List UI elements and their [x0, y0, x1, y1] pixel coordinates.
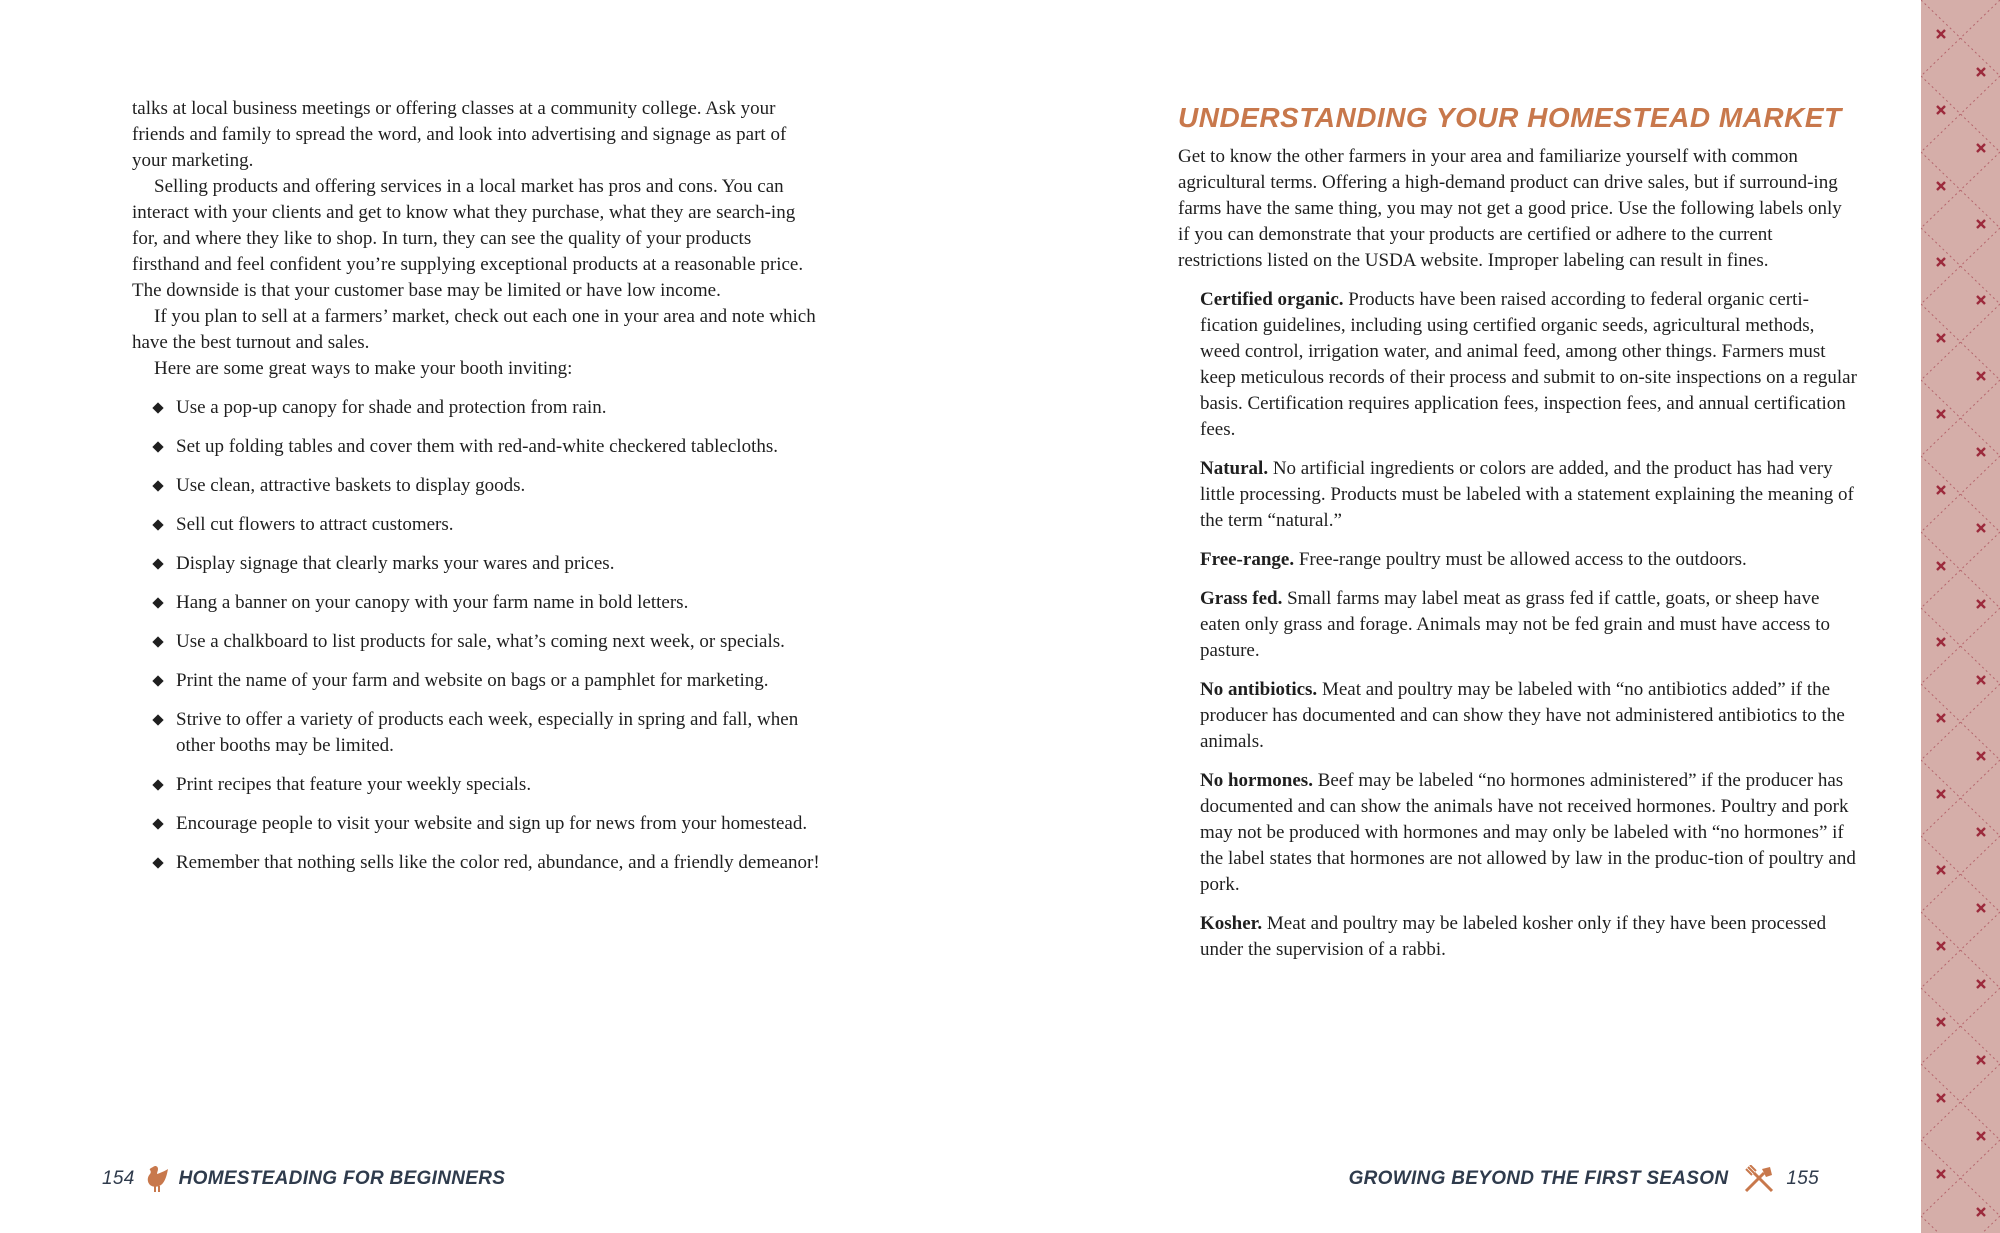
- cross-mark-icon: [1937, 866, 1945, 874]
- cross-mark-icon: [1937, 714, 1945, 722]
- cross-mark-icon: [1977, 296, 1985, 304]
- cross-mark-icon: [1937, 1094, 1945, 1102]
- paragraph: If you plan to sell at a farmers’ market, check out each one in your area and note which have the best turnout and sales.: [132, 306, 816, 353]
- cross-mark-icon: [1977, 68, 1985, 76]
- list-item: Print the name of your farm and website on bags or a pamphlet for marketing.: [154, 668, 822, 694]
- list-item: Hang a banner on your canopy with your farm name in bold letters.: [154, 590, 822, 616]
- list-item: Set up folding tables and cover them with red-and-white checkered tablecloths.: [154, 434, 822, 460]
- cross-mark-icon: [1937, 562, 1945, 570]
- diamond-bullet-icon: [152, 480, 163, 491]
- diamond-bullet-icon: [152, 597, 163, 608]
- cross-mark-icon: [1977, 144, 1985, 152]
- left-page: [0, 0, 960, 1233]
- cross-mark-icon: [1977, 1208, 1985, 1216]
- list-item: Use a pop-up canopy for shade and protection from rain.: [154, 395, 822, 421]
- cross-stitch-pattern-icon: [1921, 0, 2000, 1233]
- cross-mark-icon: [1937, 1170, 1945, 1178]
- diamond-bullet-icon: [152, 675, 163, 686]
- cross-mark-icon: [1937, 106, 1945, 114]
- left-footer: [92, 1165, 505, 1193]
- book-title: HOMESTEADING FOR BEGINNERS: [178, 1168, 506, 1189]
- cross-mark-icon: [1977, 524, 1985, 532]
- diamond-bullet-icon: [152, 519, 163, 530]
- cross-mark-icon: [1937, 182, 1945, 190]
- cross-mark-icon: [1937, 334, 1945, 342]
- left-body: [132, 96, 822, 889]
- paragraph: Selling products and offering services in a local market has pros and cons. You can interact with your clients and get to know what they purchase, what they are search-ing for, and where they like to shop. In turn, they can see the quality of your products firsthand and feel confident you’re supplying exceptional products at a reasonable price. The downside is that your customer base may be limited or have low income.: [132, 176, 804, 301]
- cross-mark-icon: [1937, 790, 1945, 798]
- diamond-bullet-icon: [152, 818, 163, 829]
- list-item: Sell cut flowers to attract customers.: [154, 512, 822, 538]
- cross-mark-icon: [1977, 752, 1985, 760]
- diamond-bullet-icon: [152, 558, 163, 569]
- cross-mark-icon: [1937, 410, 1945, 418]
- term-entry: Certified organic. Products have been raised according to federal organic certi-fication guidelines, including using certified organic seeds, agricultural methods, weed control, irrigation water, and animal feed, among other things. Farmers must keep meticulous records of their process and submit to on-site inspections on a regular basis. Certification requires application fees, inspection fees, and annual certification fees.: [1200, 289, 1857, 440]
- cross-mark-icon: [1977, 904, 1985, 912]
- cross-mark-icon: [1937, 638, 1945, 646]
- list-item: Print recipes that feature your weekly specials.: [154, 772, 822, 798]
- cross-mark-icon: [1937, 258, 1945, 266]
- cross-mark-icon: [1937, 486, 1945, 494]
- diamond-bullet-icon: [152, 636, 163, 647]
- chicken-icon: [145, 1165, 169, 1193]
- page-number: 155: [1786, 1168, 1819, 1189]
- label-terms-list: [1200, 287, 1858, 963]
- term-entry: No hormones. Beef may be labeled “no hormones administered” if the producer has documented and can show the animals have not received hormones. Poultry and pork may not be produced with hormones and may only be labeled with “no hormones” if the label states that hormones are not allowed by law in the produc-tion of poultry and pork.: [1200, 770, 1856, 895]
- right-footer: [1349, 1165, 1829, 1193]
- list-item: Use clean, attractive baskets to display goods.: [154, 473, 822, 499]
- diamond-bullet-icon: [152, 714, 163, 725]
- cross-mark-icon: [1977, 828, 1985, 836]
- list-item: Remember that nothing sells like the color red, abundance, and a friendly demeanor!: [154, 850, 822, 876]
- diamond-bullet-icon: [152, 779, 163, 790]
- cross-mark-icon: [1977, 676, 1985, 684]
- page-number: 154: [102, 1168, 135, 1189]
- paragraph: talks at local business meetings or offering classes at a community college. Ask your friends and family to spread the word, and look into advertising and signage as part of your marketing.: [132, 98, 787, 171]
- cross-mark-icon: [1977, 372, 1985, 380]
- cross-mark-icon: [1977, 600, 1985, 608]
- list-item: Encourage people to visit your website and sign up for news from your homestead.: [154, 811, 822, 837]
- cross-mark-icon: [1977, 980, 1985, 988]
- chapter-title: GROWING BEYOND THE FIRST SEASON: [1348, 1168, 1729, 1189]
- cross-mark-icon: [1977, 1132, 1985, 1140]
- list-item: Display signage that clearly marks your wares and prices.: [154, 551, 822, 577]
- cross-mark-icon: [1977, 448, 1985, 456]
- term-entry: Kosher. Meat and poultry may be labeled kosher only if they have been processed under the supervision of a rabbi.: [1200, 913, 1827, 960]
- decorative-pattern-strip: [1921, 0, 2000, 1233]
- cross-mark-icon: [1937, 1018, 1945, 1026]
- list-item: Strive to offer a variety of products each week, especially in spring and fall, when other booths may be limited.: [154, 707, 822, 759]
- right-body: [1178, 100, 1858, 976]
- term-entry: No antibiotics. Meat and poultry may be labeled with “no antibiotics added” if the producer has documented and can show they have not administered antibiotics to the animals.: [1200, 679, 1845, 752]
- intro-paragraph: Get to know the other farmers in your area and familiarize yourself with common agricultural terms. Offering a high-demand product can drive sales, but if surround-ing farms have the same thing, you may not get a good price. Use the following labels only if you can demonstrate that your products are certified or adhere to the current restrictions listed on the USDA website. Improper labeling can result in fines.: [1178, 146, 1842, 271]
- right-page: [960, 0, 1921, 1233]
- list-item: Use a chalkboard to list products for sale, what’s coming next week, or specials.: [154, 629, 822, 655]
- diamond-bullet-icon: [152, 441, 163, 452]
- section-heading: UNDERSTANDING YOUR HOMESTEAD MARKET: [1178, 102, 1842, 133]
- term-entry: Natural. No artificial ingredients or colors are added, and the product has had very little processing. Products must be labeled with a statement explaining the meaning of the term “natural.”: [1200, 458, 1854, 531]
- garden-tools-icon: [1742, 1165, 1776, 1193]
- paragraph: Here are some great ways to make your booth inviting:: [154, 358, 573, 379]
- booth-tips-list: [154, 395, 822, 876]
- cross-mark-icon: [1937, 30, 1945, 38]
- cross-mark-icon: [1937, 942, 1945, 950]
- cross-mark-icon: [1977, 1056, 1985, 1064]
- cross-mark-icon: [1977, 220, 1985, 228]
- term-entry: Grass fed. Small farms may label meat as grass fed if cattle, goats, or sheep have eaten only grass and forage. Animals may not be fed grain and must have access to pasture.: [1200, 588, 1830, 661]
- diamond-bullet-icon: [152, 857, 163, 868]
- term-entry: Free-range. Free-range poultry must be allowed access to the outdoors.: [1200, 549, 1747, 570]
- diamond-bullet-icon: [152, 402, 163, 413]
